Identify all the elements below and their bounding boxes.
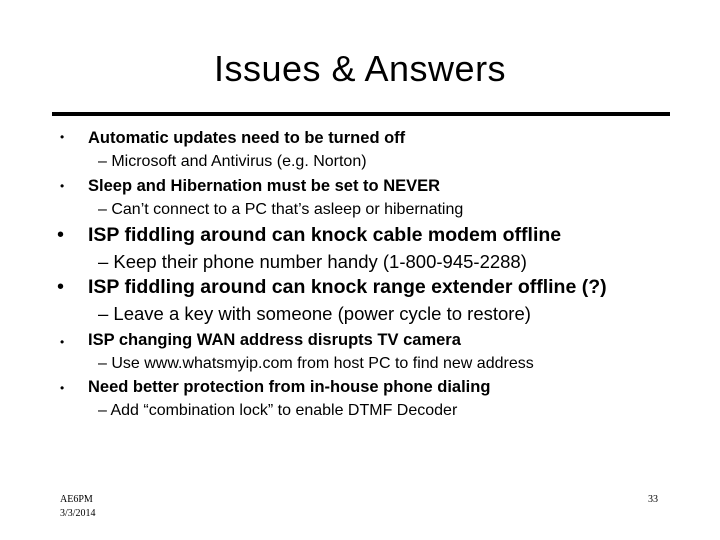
bullet-icon: • bbox=[60, 179, 65, 193]
bullet-item: ISP changing WAN address disrupts TV camera bbox=[88, 331, 461, 349]
footer-label: AE6PM bbox=[60, 494, 93, 505]
footer-date: 3/3/2014 bbox=[60, 508, 96, 519]
sub-bullet-item: – Leave a key with someone (power cycle to restore) bbox=[98, 303, 531, 324]
sub-bullet-item: – Microsoft and Antivirus (e.g. Norton) bbox=[98, 153, 367, 170]
slide-title: Issues & Answers bbox=[213, 48, 507, 89]
sub-bullet-item: – Use www.whatsmyip.com from host PC to find new address bbox=[98, 355, 534, 372]
bullet-icon: • bbox=[57, 276, 65, 298]
bullet-item: Need better protection from in-house phone dialing bbox=[88, 378, 491, 396]
bullet-icon: • bbox=[60, 130, 65, 144]
bullet-item: ISP fiddling around can knock range extender offline (?) bbox=[88, 276, 607, 298]
bullet-item: ISP fiddling around can knock cable modem offline bbox=[88, 224, 562, 246]
page-number: 33 bbox=[648, 494, 658, 505]
bullet-icon: • bbox=[60, 335, 65, 349]
bullet-icon: • bbox=[60, 381, 65, 395]
bullet-item: Sleep and Hibernation must be set to NEVER bbox=[88, 177, 441, 195]
sub-bullet-item: – Can’t connect to a PC that’s asleep or hibernating bbox=[98, 201, 464, 218]
bullet-icon: • bbox=[57, 224, 65, 246]
sub-bullet-item: – Keep their phone number handy (1-800-945-2288) bbox=[98, 251, 527, 272]
title-divider bbox=[52, 112, 670, 116]
bullet-item: Automatic updates need to be turned off bbox=[88, 129, 406, 147]
sub-bullet-item: – Add “combination lock” to enable DTMF Decoder bbox=[98, 402, 458, 419]
